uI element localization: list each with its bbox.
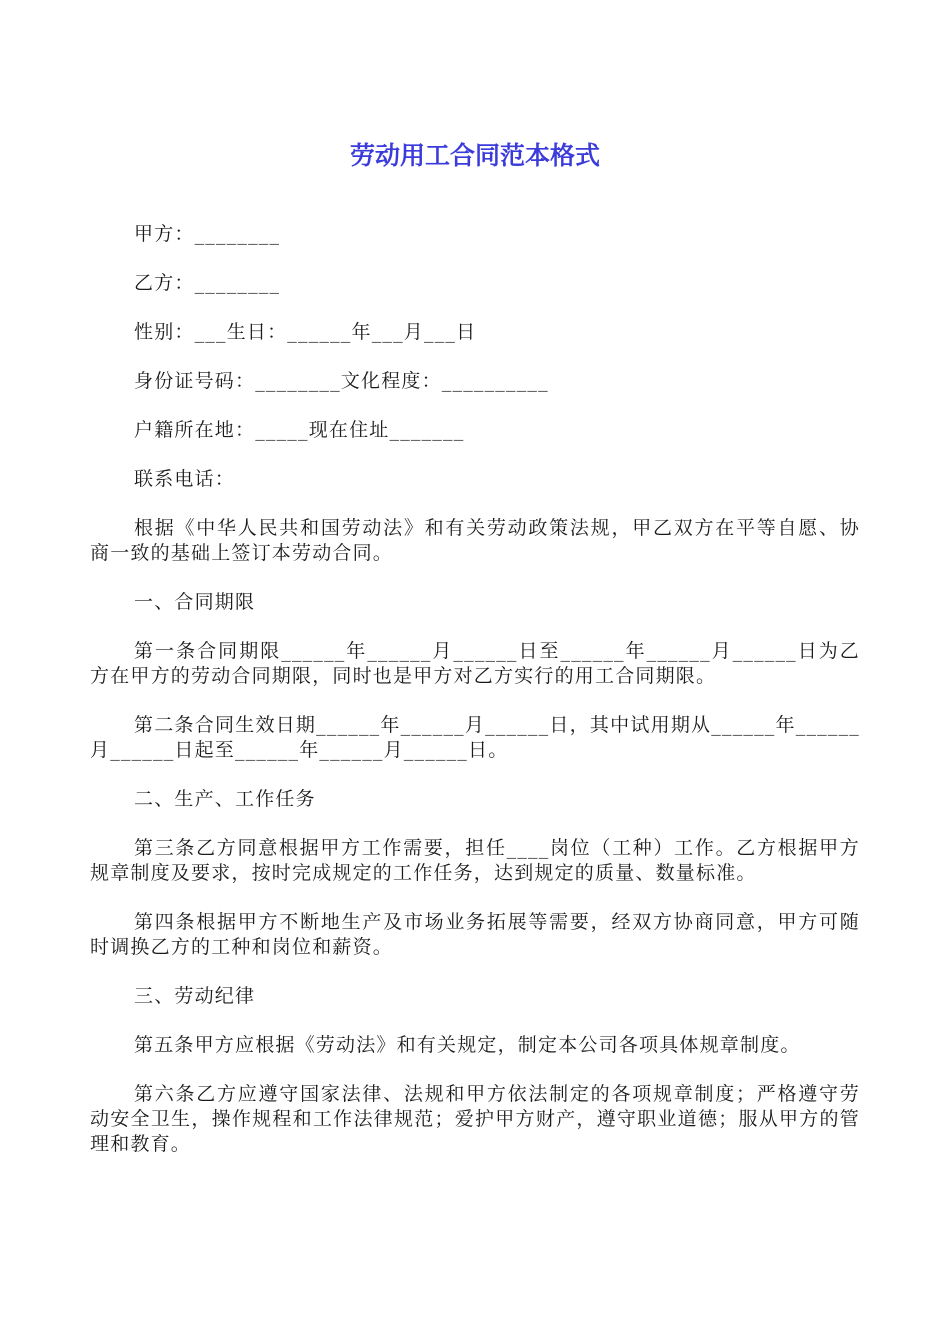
article-paragraph: 第六条乙方应遵守国家法律、法规和甲方依法制定的各项规章制度；严格遵守劳动安全卫生，操作规程和工作法律规范；爱护甲方财产，遵守职业道德；服从甲方的管理和教育。 bbox=[90, 1083, 860, 1155]
section-heading: 一、合同期限 bbox=[134, 591, 256, 613]
article-paragraph: 第三条乙方同意根据甲方工作需要，担任____岗位（工种）工作。乙方根据甲方规章制度及要求，按时完成规定的工作任务，达到规定的质量、数量标准。 bbox=[90, 837, 860, 884]
gender-birthday-field: 性别：___生日：______年___月___日 bbox=[134, 321, 477, 343]
id-education-field: 身份证号码：________文化程度：__________ bbox=[134, 370, 549, 392]
article-paragraph: 第五条甲方应根据《劳动法》和有关规定，制定本公司各项具体规章制度。 bbox=[134, 1034, 801, 1056]
intro-paragraph: 根据《中华人民共和国劳动法》和有关劳动政策法规，甲乙双方在平等自愿、协商一致的基础上签订本劳动合同。 bbox=[90, 517, 860, 564]
party-b-field: 乙方：________ bbox=[134, 272, 281, 294]
section-heading: 二、生产、工作任务 bbox=[134, 788, 316, 810]
residence-field: 户籍所在地：_____现在住址_______ bbox=[134, 419, 465, 441]
section-heading: 三、劳动纪律 bbox=[134, 985, 256, 1007]
document-body bbox=[90, 222, 860, 1181]
article-paragraph: 第二条合同生效日期______年______月______日，其中试用期从______年______月______日起至______年______月______日。 bbox=[90, 714, 860, 761]
document-title: 劳动用工合同范本格式 bbox=[349, 141, 600, 170]
article-paragraph: 第一条合同期限______年______月______日至______年______月______日为乙方在甲方的劳动合同期限，同时也是甲方对乙方实行的用工合同期限。 bbox=[90, 640, 860, 687]
phone-field: 联系电话： bbox=[134, 468, 236, 490]
party-a-field: 甲方：________ bbox=[134, 223, 281, 245]
article-paragraph: 第四条根据甲方不断地生产及市场业务拓展等需要，经双方协商同意，甲方可随时调换乙方的工种和岗位和薪资。 bbox=[90, 911, 860, 958]
